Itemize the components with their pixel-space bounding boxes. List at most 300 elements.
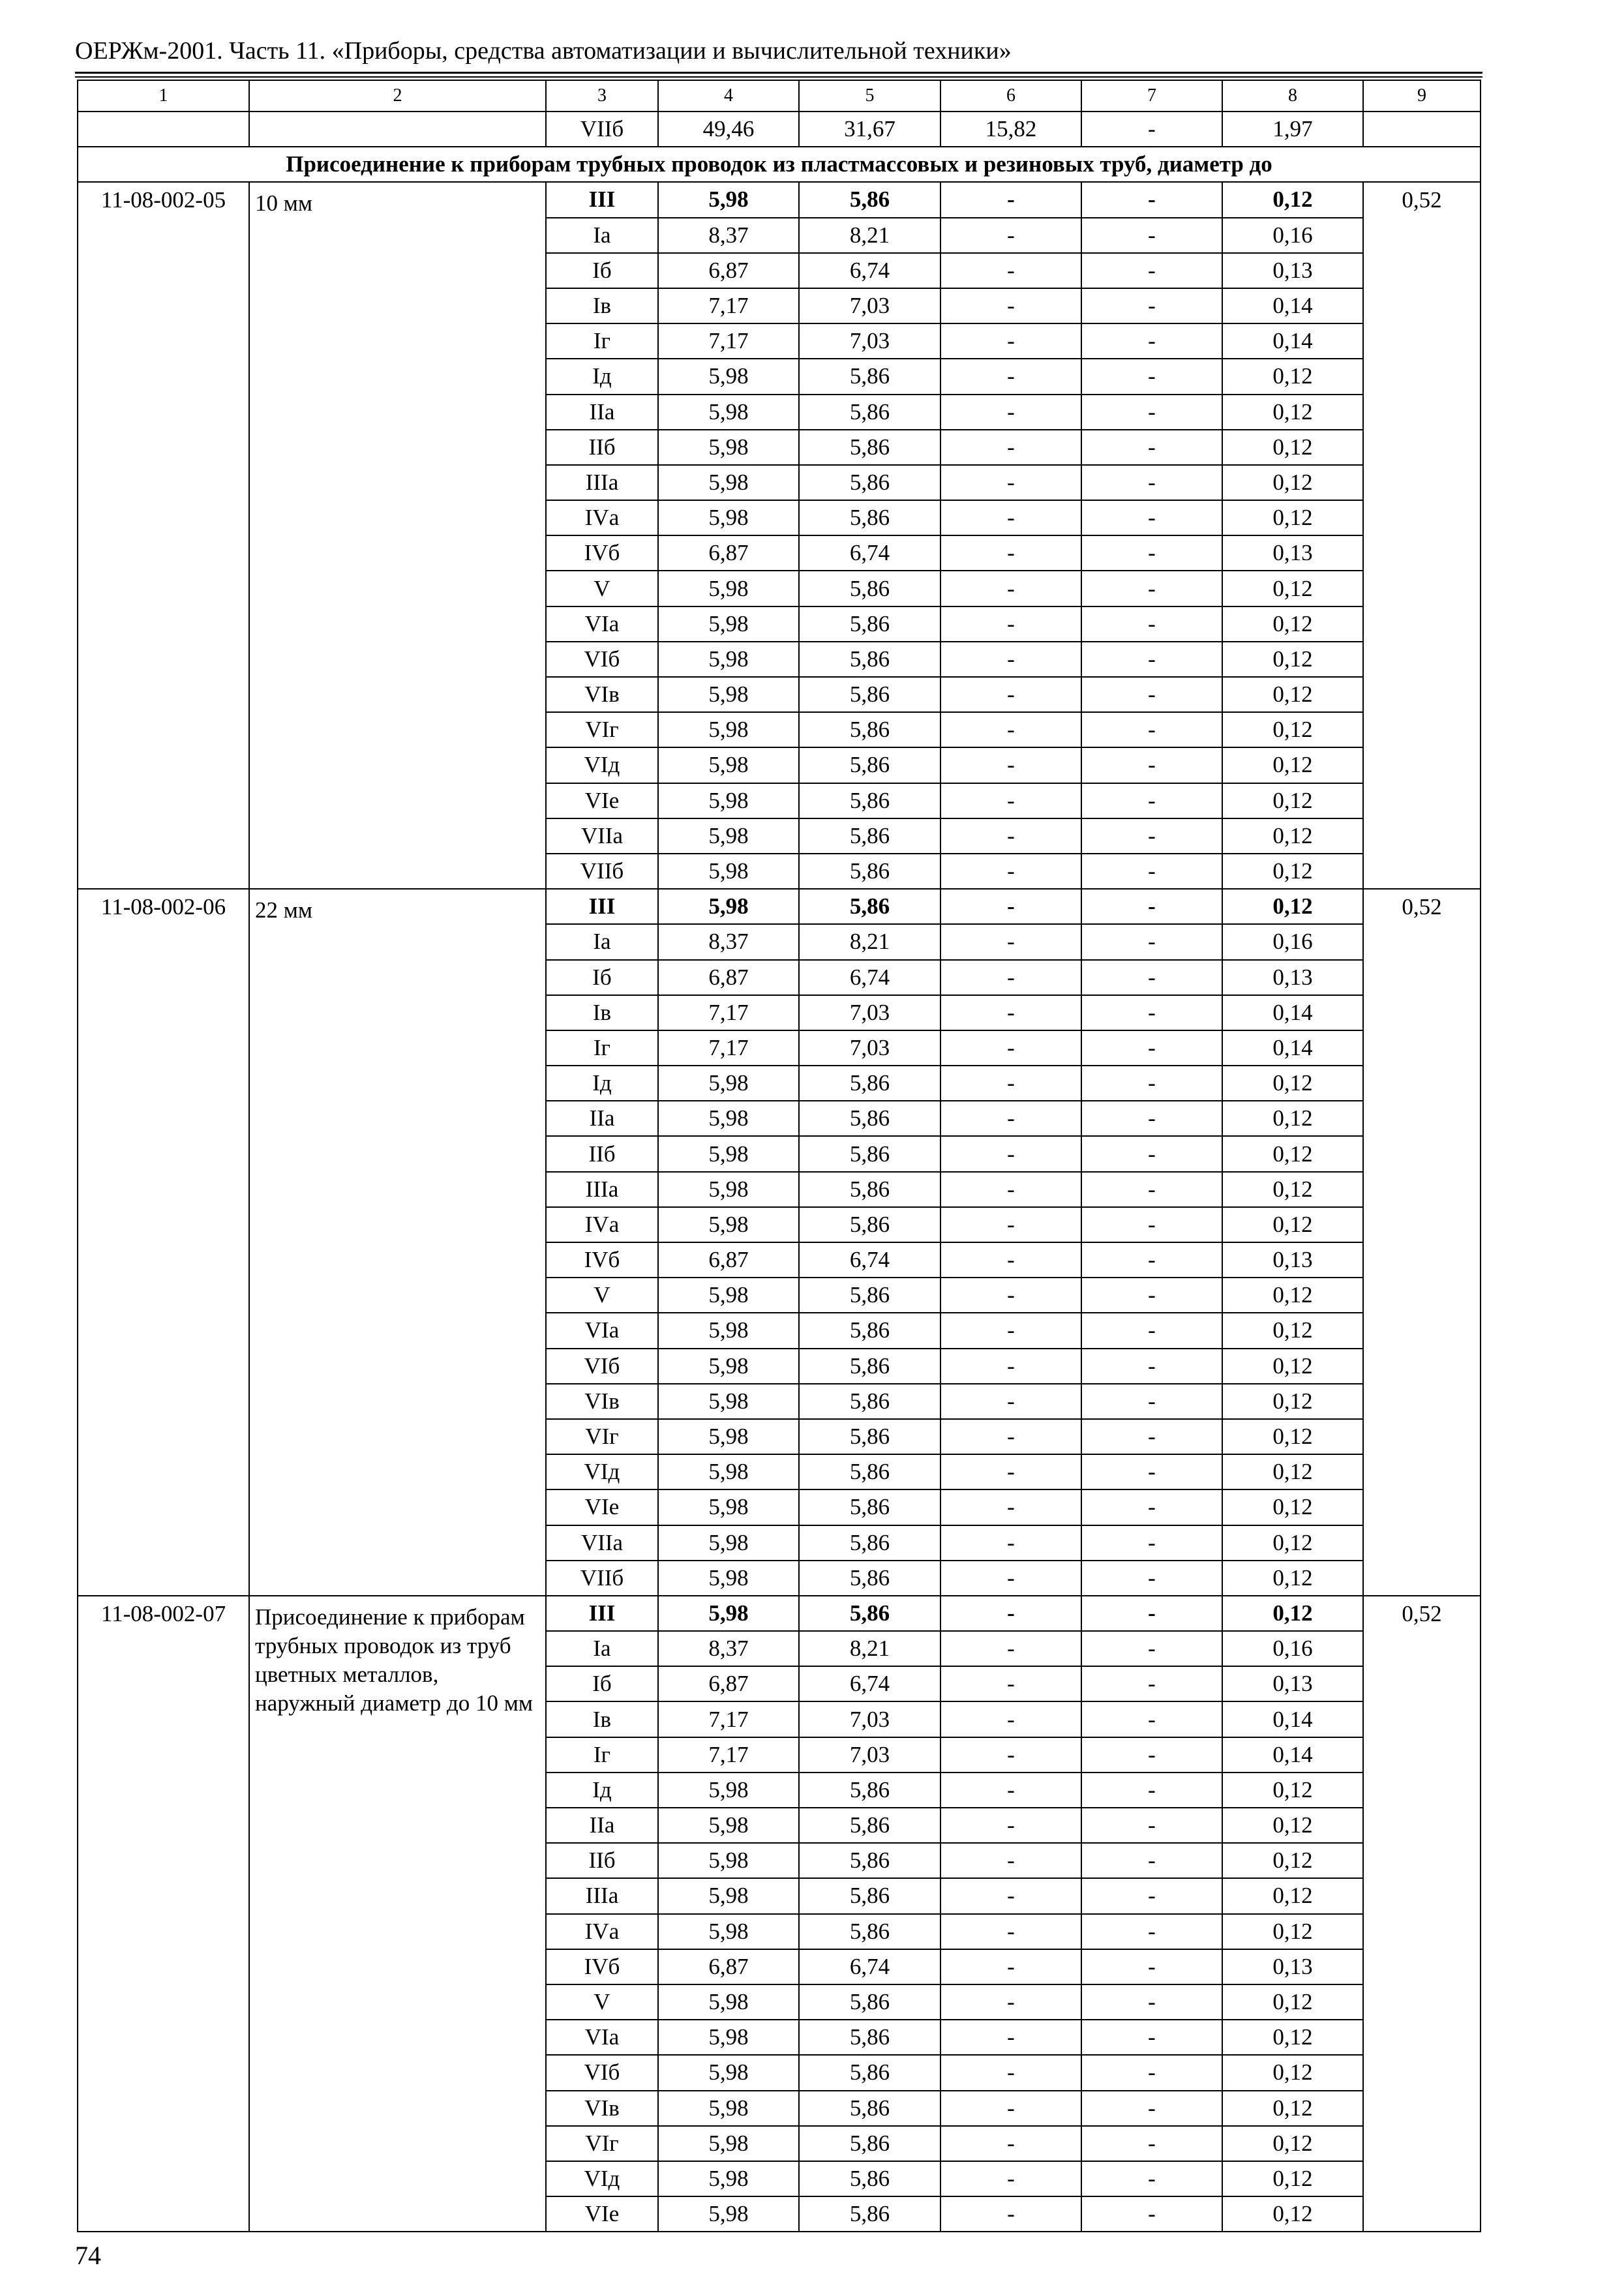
- carryover-row: [78, 112, 1481, 147]
- table-cell: 5,86: [799, 1454, 940, 1489]
- region-code: VIг: [546, 712, 658, 747]
- table-cell: -: [940, 1454, 1081, 1489]
- table-cell: -: [940, 571, 1081, 606]
- table-cell: 8,37: [658, 924, 799, 959]
- norm-code: 11-08-002-07: [78, 1596, 249, 2232]
- table-cell: 5,86: [799, 1172, 940, 1207]
- table-cell: -: [1081, 2091, 1222, 2126]
- table-cell: 5,98: [658, 500, 799, 535]
- region-code: VIIа: [546, 818, 658, 854]
- table-cell: 6,87: [658, 253, 799, 288]
- table-cell: 0,14: [1222, 1030, 1363, 1066]
- table-cell: 5,86: [799, 1489, 940, 1525]
- table-cell: 5,86: [799, 606, 940, 642]
- table-cell: 0,12: [1222, 1773, 1363, 1808]
- column-number: 1: [78, 80, 249, 112]
- table-cell: 0,12: [1222, 1384, 1363, 1419]
- table-cell: -: [940, 924, 1081, 959]
- table-cell: 0,12: [1222, 2196, 1363, 2232]
- table-cell: -: [940, 889, 1081, 924]
- norm-description: Присоединение к приборам трубных проводок из труб цветных металлов, наружный диаметр до 10 мм: [249, 1596, 546, 2232]
- table-cell: 0,12: [1222, 1914, 1363, 1949]
- table-cell: -: [1081, 323, 1222, 359]
- table-cell: -: [1081, 677, 1222, 712]
- table-cell: 5,86: [799, 1349, 940, 1384]
- table-cell: 5,86: [799, 783, 940, 818]
- table-cell: -: [940, 1278, 1081, 1313]
- table-cell: -: [1081, 1701, 1222, 1737]
- table-cell: -: [940, 182, 1081, 217]
- region-code: Iв: [546, 288, 658, 323]
- table-cell: 5,98: [658, 1561, 799, 1596]
- column-number: 9: [1363, 80, 1481, 112]
- table-cell: -: [1081, 182, 1222, 217]
- page-header: ОЕРЖм-2001. Часть 11. «Приборы, средства автоматизации и вычислительной техники»: [75, 37, 1012, 65]
- region-code: V: [546, 1278, 658, 1313]
- region-code: VIе: [546, 1489, 658, 1525]
- table-cell: 5,86: [799, 2196, 940, 2232]
- table-cell: 5,86: [799, 1773, 940, 1808]
- table-cell: 6,87: [658, 1666, 799, 1701]
- table-cell: 5,98: [658, 1914, 799, 1949]
- region-code: Iа: [546, 218, 658, 253]
- region-code: VIа: [546, 2020, 658, 2055]
- table-cell: 5,86: [799, 677, 940, 712]
- table-cell: -: [940, 1101, 1081, 1136]
- table-cell: -: [940, 359, 1081, 394]
- table-cell: -: [940, 430, 1081, 465]
- region-code: V: [546, 571, 658, 606]
- table-cell: 7,03: [799, 323, 940, 359]
- region-code: Iв: [546, 1701, 658, 1737]
- region-code: VIIб: [546, 854, 658, 889]
- table-cell: 0,14: [1222, 288, 1363, 323]
- region-code: VIд: [546, 747, 658, 783]
- table-cell: 0,13: [1222, 1242, 1363, 1278]
- table-cell: 5,86: [799, 1278, 940, 1313]
- table-cell: 0,13: [1222, 253, 1363, 288]
- table-cell: -: [1081, 112, 1222, 147]
- table-cell: -: [1081, 288, 1222, 323]
- region-code: VIе: [546, 783, 658, 818]
- region-code: VIв: [546, 1384, 658, 1419]
- table-cell: 7,03: [799, 1030, 940, 1066]
- table-cell: 5,86: [799, 1878, 940, 1913]
- table-cell: 5,86: [799, 1066, 940, 1101]
- table-cell: 5,98: [658, 1207, 799, 1242]
- table-cell: 5,86: [799, 854, 940, 889]
- table-cell: 5,98: [658, 642, 799, 677]
- norm-code: 11-08-002-05: [78, 182, 249, 889]
- table-cell: 0,13: [1222, 1666, 1363, 1701]
- table-cell: 6,74: [799, 960, 940, 995]
- region-code: VIб: [546, 642, 658, 677]
- table-cell: -: [940, 1207, 1081, 1242]
- table-cell: -: [1081, 1843, 1222, 1878]
- table-cell: -: [940, 1136, 1081, 1171]
- table-cell: 5,86: [799, 1525, 940, 1561]
- table-cell: -: [940, 288, 1081, 323]
- table-cell: -: [1081, 1525, 1222, 1561]
- table-cell: -: [940, 818, 1081, 854]
- table-cell: 7,03: [799, 288, 940, 323]
- table-cell: -: [940, 1172, 1081, 1207]
- table-cell: -: [1081, 854, 1222, 889]
- table-cell: -: [940, 1066, 1081, 1101]
- table-cell: 6,74: [799, 535, 940, 571]
- table-cell: 5,98: [658, 1489, 799, 1525]
- region-code: IIIа: [546, 465, 658, 500]
- table-cell: -: [940, 395, 1081, 430]
- table-cell: -: [1081, 1101, 1222, 1136]
- table-cell: -: [940, 1561, 1081, 1596]
- section-heading-row: [78, 147, 1481, 182]
- table-cell: 8,37: [658, 218, 799, 253]
- table-cell: 0,14: [1222, 323, 1363, 359]
- table-cell: -: [940, 1808, 1081, 1843]
- table-cell: 5,86: [799, 1136, 940, 1171]
- table-cell: [1363, 112, 1481, 147]
- table-cell: -: [940, 783, 1081, 818]
- table-cell: 7,03: [799, 1701, 940, 1737]
- table-cell: 5,86: [799, 1561, 940, 1596]
- table-cell: 6,74: [799, 1242, 940, 1278]
- table-cell: -: [940, 1878, 1081, 1913]
- table-cell: 0,14: [1222, 995, 1363, 1030]
- table-cell: 7,03: [799, 995, 940, 1030]
- table-cell: 5,86: [799, 1419, 940, 1454]
- table-cell: -: [1081, 995, 1222, 1030]
- table-cell: 5,86: [799, 430, 940, 465]
- price-table: [77, 80, 1481, 2232]
- table-cell: 0,12: [1222, 1136, 1363, 1171]
- table-cell: -: [940, 1349, 1081, 1384]
- table-cell: -: [1081, 1949, 1222, 1984]
- table-cell: 0,12: [1222, 465, 1363, 500]
- table-cell: -: [1081, 1454, 1222, 1489]
- region-code: IIа: [546, 395, 658, 430]
- table-cell: 0,12: [1222, 1101, 1363, 1136]
- table-cell: -: [1081, 1030, 1222, 1066]
- region-code: Iб: [546, 960, 658, 995]
- table-cell: 0,12: [1222, 571, 1363, 606]
- table-cell: 5,98: [658, 1525, 799, 1561]
- table-cell: 0,12: [1222, 1561, 1363, 1596]
- table-cell: 5,98: [658, 1454, 799, 1489]
- region-code: VIб: [546, 2055, 658, 2090]
- table-cell: -: [1081, 2055, 1222, 2090]
- table-cell: -: [1081, 571, 1222, 606]
- table-cell: -: [1081, 1207, 1222, 1242]
- table-cell: 5,98: [658, 1384, 799, 1419]
- table-cell: -: [1081, 1419, 1222, 1454]
- table-cell: 0,12: [1222, 747, 1363, 783]
- table-cell: 5,86: [799, 2091, 940, 2126]
- table-cell: -: [940, 218, 1081, 253]
- table-cell: 0,12: [1222, 1454, 1363, 1489]
- table-cell: 5,98: [658, 1596, 799, 1631]
- region-code: IIа: [546, 1101, 658, 1136]
- table-cell: -: [940, 1666, 1081, 1701]
- region-code: VIв: [546, 677, 658, 712]
- table-cell: -: [940, 1030, 1081, 1066]
- table-cell: 0,12: [1222, 1349, 1363, 1384]
- table-cell: 6,87: [658, 1242, 799, 1278]
- region-code: IIа: [546, 1808, 658, 1843]
- table-cell: -: [940, 1773, 1081, 1808]
- table-row: [78, 889, 1481, 924]
- column-number-row: [78, 80, 1481, 112]
- region-code: IVб: [546, 1242, 658, 1278]
- table-row: [78, 182, 1481, 217]
- column-number: 8: [1222, 80, 1363, 112]
- table-cell: -: [1081, 1242, 1222, 1278]
- region-code: VIа: [546, 606, 658, 642]
- table-cell: -: [1081, 1914, 1222, 1949]
- table-cell: 0,12: [1222, 1489, 1363, 1525]
- table-cell: 5,86: [799, 359, 940, 394]
- table-cell: -: [1081, 1808, 1222, 1843]
- labor-rate: 0,52: [1363, 1596, 1481, 2232]
- table-cell: -: [940, 1984, 1081, 2020]
- table-cell: -: [940, 1242, 1081, 1278]
- table-cell: 5,98: [658, 818, 799, 854]
- section-title: Присоединение к приборам трубных проводок из пластмассовых и резиновых труб, диаметр до: [78, 147, 1481, 182]
- region-code: Iд: [546, 1066, 658, 1101]
- region-code: IVа: [546, 500, 658, 535]
- norm-description: 10 мм: [249, 182, 546, 889]
- table-cell: 5,86: [799, 571, 940, 606]
- table-cell: 5,86: [799, 889, 940, 924]
- table-cell: 8,21: [799, 1631, 940, 1666]
- table-cell: 0,16: [1222, 218, 1363, 253]
- table-cell: -: [940, 2196, 1081, 2232]
- table-cell: -: [1081, 1631, 1222, 1666]
- table-cell: -: [1081, 1172, 1222, 1207]
- table-cell: 5,86: [799, 1384, 940, 1419]
- table-cell: 5,98: [658, 182, 799, 217]
- table-cell: 5,98: [658, 712, 799, 747]
- table-cell: 8,21: [799, 218, 940, 253]
- table-cell: 5,98: [658, 1773, 799, 1808]
- table-cell: 1,97: [1222, 112, 1363, 147]
- table-cell: -: [1081, 818, 1222, 854]
- table-cell: 0,16: [1222, 924, 1363, 959]
- table-cell: 5,98: [658, 1136, 799, 1171]
- table-cell: 5,86: [799, 1914, 940, 1949]
- table-cell: 5,98: [658, 1984, 799, 2020]
- table-cell: 0,14: [1222, 1737, 1363, 1773]
- table-cell: -: [1081, 253, 1222, 288]
- table-cell: 0,12: [1222, 818, 1363, 854]
- region-code: VIе: [546, 2196, 658, 2232]
- region-code: VIг: [546, 2126, 658, 2161]
- region-code: IIIа: [546, 1172, 658, 1207]
- table-cell: 5,86: [799, 2126, 940, 2161]
- table-cell: -: [1081, 1596, 1222, 1631]
- region-code: VIв: [546, 2091, 658, 2126]
- table-cell: 0,12: [1222, 1596, 1363, 1631]
- table-cell: 0,12: [1222, 1525, 1363, 1561]
- region-code: IIб: [546, 1843, 658, 1878]
- region-code: Iг: [546, 1030, 658, 1066]
- region-code: Iб: [546, 1666, 658, 1701]
- region-code: VIIа: [546, 1525, 658, 1561]
- table-cell: -: [1081, 1278, 1222, 1313]
- table-cell: -: [940, 1419, 1081, 1454]
- table-cell: 5,98: [658, 1278, 799, 1313]
- table-cell: 0,12: [1222, 677, 1363, 712]
- table-cell: VIIб: [546, 112, 658, 147]
- table-cell: -: [940, 854, 1081, 889]
- table-cell: -: [1081, 2196, 1222, 2232]
- region-code: Iв: [546, 995, 658, 1030]
- region-code: VIд: [546, 2161, 658, 2196]
- region-code: Iд: [546, 1773, 658, 1808]
- table-cell: -: [1081, 1066, 1222, 1101]
- table-cell: -: [1081, 606, 1222, 642]
- region-code: VIд: [546, 1454, 658, 1489]
- table-cell: 5,98: [658, 465, 799, 500]
- table-cell: 5,86: [799, 712, 940, 747]
- table-cell: 5,86: [799, 465, 940, 500]
- table-cell: -: [1081, 2161, 1222, 2196]
- table-cell: -: [940, 1313, 1081, 1348]
- table-cell: -: [940, 712, 1081, 747]
- table-cell: 0,12: [1222, 2020, 1363, 2055]
- table-cell: 5,98: [658, 783, 799, 818]
- table-cell: 31,67: [799, 112, 940, 147]
- table-cell: -: [1081, 359, 1222, 394]
- table-cell: 5,86: [799, 2020, 940, 2055]
- table-cell: 8,37: [658, 1631, 799, 1666]
- table-cell: 5,98: [658, 2091, 799, 2126]
- table-cell: -: [1081, 1313, 1222, 1348]
- table-cell: 7,17: [658, 995, 799, 1030]
- table-cell: 7,17: [658, 288, 799, 323]
- region-code: IVа: [546, 1914, 658, 1949]
- region-code: IIIа: [546, 1878, 658, 1913]
- region-code: Iд: [546, 359, 658, 394]
- table-cell: 0,12: [1222, 606, 1363, 642]
- region-code: VIб: [546, 1349, 658, 1384]
- region-code: III: [546, 182, 658, 217]
- column-number: 5: [799, 80, 940, 112]
- table-cell: 5,98: [658, 1878, 799, 1913]
- table-cell: -: [940, 1737, 1081, 1773]
- table-cell: -: [1081, 712, 1222, 747]
- table-cell: 5,98: [658, 571, 799, 606]
- column-number: 3: [546, 80, 658, 112]
- table-cell: -: [1081, 465, 1222, 500]
- table-cell: 6,74: [799, 1949, 940, 1984]
- table-cell: -: [1081, 747, 1222, 783]
- region-code: IIб: [546, 430, 658, 465]
- table-cell: 0,12: [1222, 2091, 1363, 2126]
- table-cell: 0,12: [1222, 1066, 1363, 1101]
- table-cell: 0,12: [1222, 2055, 1363, 2090]
- table-cell: -: [940, 2055, 1081, 2090]
- region-code: V: [546, 1984, 658, 2020]
- table-cell: 5,98: [658, 1313, 799, 1348]
- table-cell: -: [1081, 2126, 1222, 2161]
- table-cell: 5,86: [799, 1984, 940, 2020]
- region-code: IVа: [546, 1207, 658, 1242]
- page-number: 74: [75, 2241, 101, 2270]
- table-cell: 0,12: [1222, 395, 1363, 430]
- table-cell: 5,86: [799, 500, 940, 535]
- table-cell: 5,98: [658, 889, 799, 924]
- table-cell: 5,98: [658, 2055, 799, 2090]
- table-cell: -: [1081, 924, 1222, 959]
- table-cell: 0,12: [1222, 889, 1363, 924]
- region-code: Iг: [546, 323, 658, 359]
- table-cell: 5,86: [799, 1808, 940, 1843]
- table-cell: -: [1081, 1984, 1222, 2020]
- column-number: 6: [940, 80, 1081, 112]
- table-cell: -: [940, 500, 1081, 535]
- table-cell: 0,12: [1222, 1172, 1363, 1207]
- table-cell: 15,82: [940, 112, 1081, 147]
- table-cell: 5,98: [658, 359, 799, 394]
- table-cell: 0,12: [1222, 1419, 1363, 1454]
- table-cell: 5,98: [658, 606, 799, 642]
- table-cell: 5,98: [658, 1066, 799, 1101]
- norm-description: 22 мм: [249, 889, 546, 1596]
- table-row: [78, 1596, 1481, 1631]
- table-cell: -: [1081, 783, 1222, 818]
- table-cell: 49,46: [658, 112, 799, 147]
- table-cell: 5,98: [658, 395, 799, 430]
- table-cell: 0,12: [1222, 1313, 1363, 1348]
- table-cell: -: [940, 2020, 1081, 2055]
- table-cell: [78, 112, 249, 147]
- table-cell: 5,86: [799, 2161, 940, 2196]
- table-cell: -: [940, 747, 1081, 783]
- table-cell: 7,17: [658, 323, 799, 359]
- table-cell: -: [940, 1525, 1081, 1561]
- table-cell: 0,12: [1222, 182, 1363, 217]
- table-cell: 0,12: [1222, 1278, 1363, 1313]
- table-cell: 0,12: [1222, 1843, 1363, 1878]
- table-cell: -: [1081, 1349, 1222, 1384]
- column-number: 4: [658, 80, 799, 112]
- table-cell: -: [940, 1914, 1081, 1949]
- table-cell: 5,86: [799, 2055, 940, 2090]
- table-cell: 0,12: [1222, 430, 1363, 465]
- table-cell: 5,98: [658, 1172, 799, 1207]
- table-cell: -: [1081, 1878, 1222, 1913]
- table-cell: 7,03: [799, 1737, 940, 1773]
- column-number: 2: [249, 80, 546, 112]
- region-code: III: [546, 889, 658, 924]
- table-cell: -: [1081, 218, 1222, 253]
- table-cell: 5,98: [658, 1808, 799, 1843]
- table-cell: -: [940, 960, 1081, 995]
- table-cell: -: [1081, 1561, 1222, 1596]
- table-cell: 5,86: [799, 1313, 940, 1348]
- table-cell: 5,98: [658, 2161, 799, 2196]
- table-cell: 7,17: [658, 1030, 799, 1066]
- table-cell: -: [940, 1701, 1081, 1737]
- table-cell: 0,16: [1222, 1631, 1363, 1666]
- table-cell: -: [940, 465, 1081, 500]
- table-cell: 0,13: [1222, 535, 1363, 571]
- table-cell: 5,98: [658, 677, 799, 712]
- table-cell: 6,87: [658, 1949, 799, 1984]
- table-cell: 5,98: [658, 747, 799, 783]
- table-cell: 5,86: [799, 642, 940, 677]
